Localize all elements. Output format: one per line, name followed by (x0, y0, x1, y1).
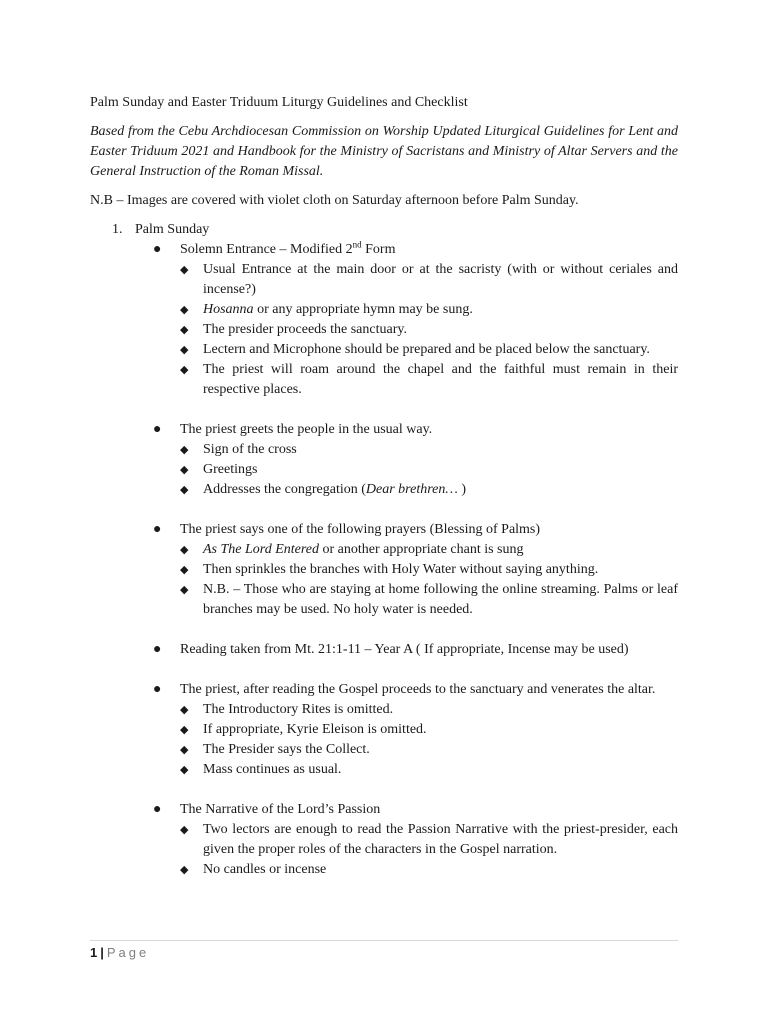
document-subtitle: Based from the Cebu Archdiocesan Commission on Worship Updated Liturgical Guidelines for Lent and Easter Triduum 2021 and Handbook for the Ministry of Sacristans and Ministry of Altar Servers and the General Instruction of the Roman Missal. (90, 124, 678, 179)
page-label: Page (106, 945, 150, 960)
footer-separator: | (100, 945, 104, 960)
bullet-group-blessing-of-palms (135, 520, 678, 620)
diamond-bullet-icon: ◆ (180, 444, 189, 456)
section-number: 1. (112, 222, 123, 237)
sub-item: ◆ Lectern and Microphone should be prepared and be placed below the sanctuary. (180, 340, 678, 360)
sub-item-list (180, 440, 678, 500)
sub-item: ◆ The Introductory Rites is omitted. (180, 700, 678, 720)
section-palm-sunday (90, 220, 678, 880)
bullet-dot-icon: ● (153, 242, 162, 257)
diamond-bullet-icon: ◆ (180, 584, 189, 596)
sub-item: ◆ Two lectors are enough to read the Passion Narrative with the priest-presider, each given the proper roles of the characters in the Gospel narration. (180, 822, 678, 857)
sub-item: ◆ Sign of the cross (180, 440, 678, 460)
section-heading: Palm Sunday (135, 222, 210, 237)
page-footer (90, 940, 678, 963)
document-page (90, 93, 678, 900)
diamond-bullet-icon: ◆ (180, 764, 189, 776)
diamond-bullet-icon: ◆ (180, 704, 189, 716)
diamond-bullet-icon: ◆ (180, 464, 189, 476)
sub-item: ◆ Greetings (180, 460, 678, 480)
diamond-bullet-icon: ◆ (180, 304, 189, 316)
sub-item: ◆ As The Lord Entered or another appropriate chant is sung (180, 540, 678, 560)
sub-item-list (180, 260, 678, 400)
bullet-text: Reading taken from Mt. 21:1-11 – Year A ( If appropriate, Incense may be used) (180, 642, 629, 657)
bullet-text: The Narrative of the Lord’s Passion (180, 802, 381, 817)
sub-item: ◆ Mass continues as usual. (180, 760, 678, 780)
diamond-bullet-icon: ◆ (180, 324, 189, 336)
diamond-bullet-icon: ◆ (180, 364, 189, 376)
bullet-group-gospel (135, 680, 678, 780)
bullet-dot-icon: ● (153, 682, 162, 697)
sub-item: ◆ No candles or incense (180, 860, 678, 880)
diamond-bullet-icon: ◆ (180, 544, 189, 556)
bullet-text: The priest, after reading the Gospel proceeds to the sanctuary and venerates the altar. (180, 682, 656, 697)
sub-item: ◆ The Presider says the Collect. (180, 740, 678, 760)
sub-item: ◆ Usual Entrance at the main door or at the sacristy (with or without ceriales and incense?) (180, 262, 678, 297)
sub-item: ◆ The priest will roam around the chapel and the faithful must remain in their respective places. (180, 362, 678, 397)
diamond-bullet-icon: ◆ (180, 344, 189, 356)
bullet-text: Solemn Entrance – Modified 2nd Form (180, 239, 396, 257)
sub-item-list (180, 820, 678, 880)
sub-item: ◆ Then sprinkles the branches with Holy Water without saying anything. (180, 560, 678, 580)
bullet-dot-icon: ● (153, 802, 162, 817)
bullet-dot-icon: ● (153, 422, 162, 437)
diamond-bullet-icon: ◆ (180, 824, 189, 836)
bullet-group-solemn-entrance (135, 240, 678, 400)
bullet-group-greeting (135, 420, 678, 500)
sub-item: ◆ N.B. – Those who are staying at home following the online streaming. Palms or leaf branches may be used. No holy water is needed. (180, 582, 678, 617)
section-list (90, 220, 678, 880)
bullet-text: The priest says one of the following prayers (Blessing of Palms) (180, 522, 541, 537)
diamond-bullet-icon: ◆ (180, 724, 189, 736)
sub-item: ◆ If appropriate, Kyrie Eleison is omitted. (180, 720, 678, 740)
sub-item: ◆ The presider proceeds the sanctuary. (180, 320, 678, 340)
sub-item-list (180, 540, 678, 620)
bullet-group-reading (135, 640, 678, 660)
bullet-list (135, 240, 678, 880)
diamond-bullet-icon: ◆ (180, 864, 189, 876)
diamond-bullet-icon: ◆ (180, 264, 189, 276)
bullet-dot-icon: ● (153, 642, 162, 657)
bullet-dot-icon: ● (153, 522, 162, 537)
diamond-bullet-icon: ◆ (180, 564, 189, 576)
bullet-group-passion-narrative (135, 800, 678, 880)
diamond-bullet-icon: ◆ (180, 484, 189, 496)
sub-item: ◆ Addresses the congregation (Dear brethren… ) (180, 480, 678, 500)
document-note: N.B – Images are covered with violet cloth on Saturday afternoon before Palm Sunday. (90, 193, 579, 208)
document-title: Palm Sunday and Easter Triduum Liturgy Guidelines and Checklist (90, 95, 468, 110)
diamond-bullet-icon: ◆ (180, 744, 189, 756)
bullet-text: The priest greets the people in the usual way. (180, 422, 433, 437)
sub-item-list (180, 700, 678, 780)
page-number: 1 (90, 945, 98, 960)
sub-item: ◆ Hosanna or any appropriate hymn may be sung. (180, 300, 678, 320)
